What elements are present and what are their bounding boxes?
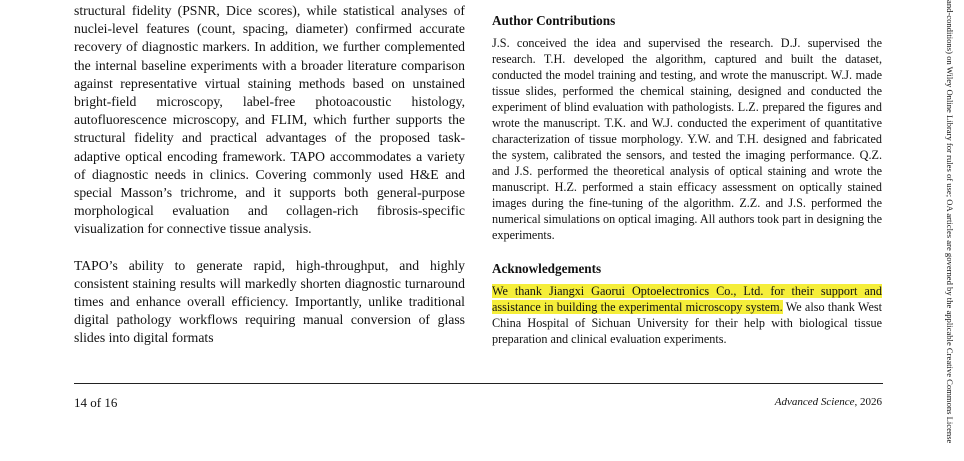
license-text: and-conditions) on Wiley Online Library for rules of use; OA articles are governed by the applicable Creative Commons License: [945, 0, 955, 444]
license-side-note: [943, 0, 959, 461]
journal-year: , 2026: [854, 396, 882, 408]
author-contributions-heading: Author Contributions: [492, 13, 616, 28]
left-column: [74, 2, 465, 348]
footer-rule: [74, 383, 883, 384]
highlighted-text: We thank Jiangxi Gaorui Optoelectronics Co., Ltd. for their support and assistance in building the experimental microscopy system.: [492, 284, 882, 314]
body-paragraph: TAPO’s ability to generate rapid, high-throughput, and highly consistent staining results will markedly shorten diagnostic turnaround times and enhance overall efficiency. Importantly, unlike traditional digital pathology workflows requiring manual conversion of glass slides into digital formats: [74, 257, 465, 346]
acknowledgements-rest: We also thank West China Hospital of Sichuan University for their help with biological tissue preparation and clinical evaluation experiments.: [492, 300, 882, 346]
author-contributions-text: J.S. conceived the idea and supervised the research. D.J. supervised the research. T.H. developed the algorithm, captured and built the dataset, conducted the model training and testing, and wrote the manuscript. W.J. made tissue slides, performed the chemical staining, designed and conducted the experiment of blind evaluation with pathologists. L.Z. prepared the figures and wrote the manuscript. T.K. and W.J. conducted the experiment of quantitative characterization of tissue morphology. Y.W. and T.H. designed and fabricated the system, calibrated the sensors, and tested the imaging performance. Q.Z. and J.S. performed the theoretical analysis of optical staining and wrote the manuscript. H.Z. performed a stain efficacy assessment on optically stained images during the fine-tuning of the algorithm. Z.Z. and J.S. performed the numerical simulations on optical imaging. All authors took part in designing the experiments.: [492, 36, 882, 242]
right-column: [492, 13, 882, 347]
journal-name: Advanced Science: [774, 396, 855, 408]
journal-citation: [775, 396, 882, 408]
body-paragraph: structural fidelity (PSNR, Dice scores), while statistical analyses of nuclei-level features (count, spacing, diameter) confirmed accurate recovery of diagnostic markers. In addition, we further complemented the internal baseline experiments with a broader literature comparison against representative virtual staining methods based on unstained bright-field microscopy, label-free photoacoustic histology, autofluorescence microscopy, and FLIM, which further supports the structural fidelity and practical advantages of the proposed task-adaptive optical encoding framework. TAPO accommodates a variety of diagnostic needs in clinics. Covering commonly used H&E and special Masson’s trichrome, and it supports both general-purpose morphological evaluation and collagen-rich fibrosis-specific visualization for connective tissue analysis.: [74, 3, 465, 237]
acknowledgements-heading: Acknowledgements: [492, 261, 602, 276]
acknowledgements-text: [492, 283, 882, 347]
page-number: 14 of 16: [74, 395, 118, 410]
